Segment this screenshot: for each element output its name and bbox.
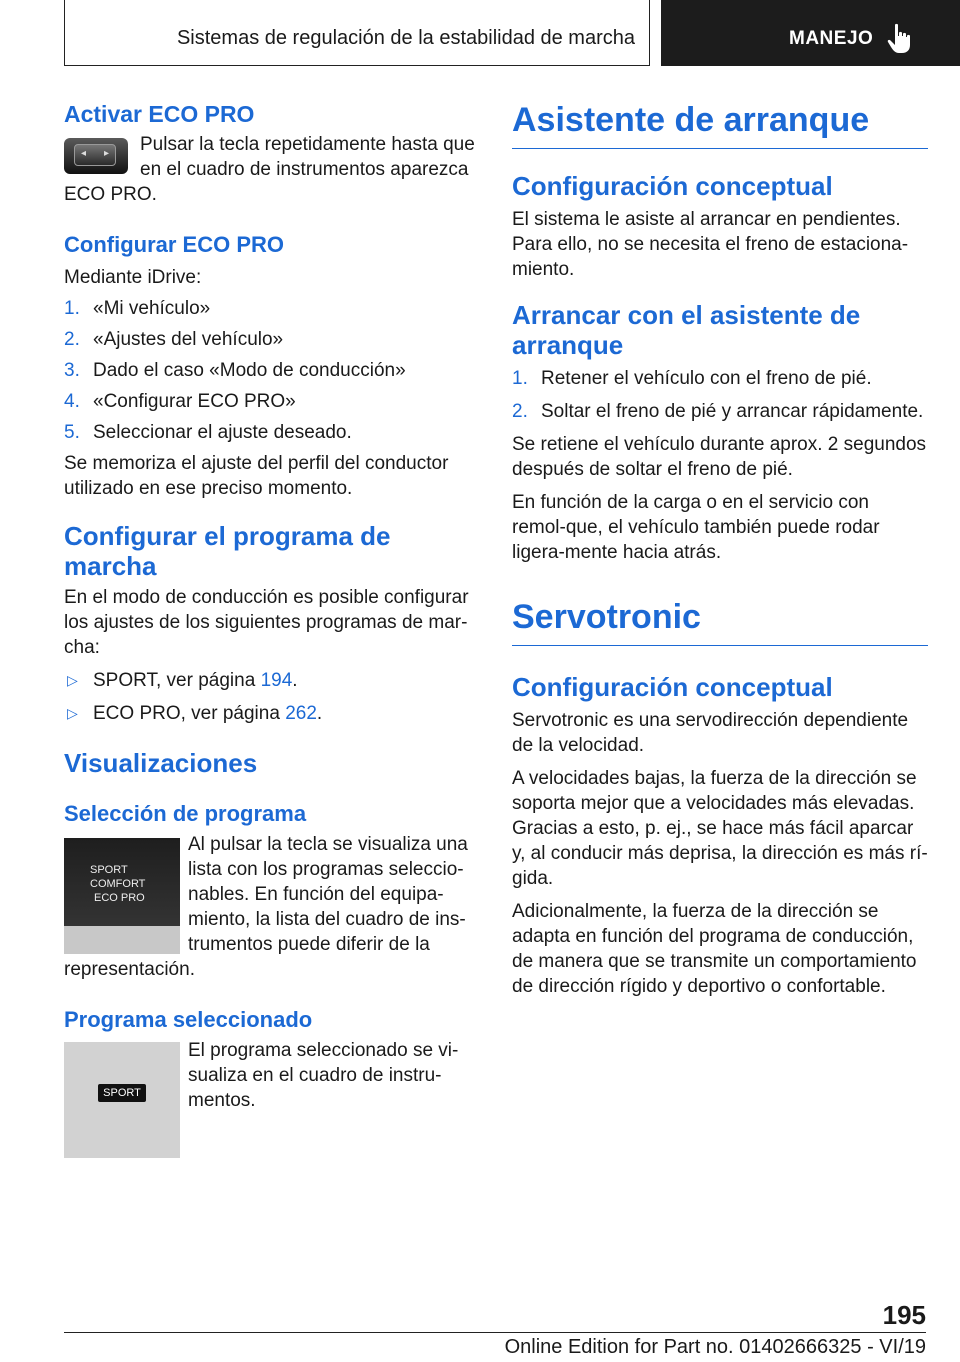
heading-servotronic: Servotronic <box>512 598 701 636</box>
list-item: 5. Seleccionar el ajuste deseado. <box>64 422 352 443</box>
chapter-tab[interactable] <box>661 0 960 66</box>
right-arrow-icon: ▸ <box>103 148 109 159</box>
heading-configuracion-conceptual: Configuración conceptual <box>512 171 833 201</box>
configurar-steps-list <box>64 296 476 445</box>
selected-program-image <box>64 1042 180 1158</box>
list-item: 4. «Configurar ECO PRO» <box>64 391 296 412</box>
sport-badge: SPORT <box>98 1084 146 1102</box>
heading-visualizaciones: Visualizaciones <box>64 748 258 778</box>
heading-arrancar-asistente: Arrancar con el asistente de arranque <box>512 300 861 360</box>
eco-pro-button-image <box>64 138 128 174</box>
header-section-box <box>64 0 650 66</box>
heading-configurar-eco-pro: Configurar ECO PRO <box>64 232 285 257</box>
heading-configuracion-conceptual-servo: Configuración conceptual <box>512 672 833 702</box>
page-link[interactable]: 194 <box>260 670 293 691</box>
servotronic-p2: A velocidades bajas, la fuerza de la dirección se soporta mejor que a velocidades más elevadas. Gracias a esto, p. ej., se hace más fácil aparcar y, al conducir más deprisa, la dirección es más rí-gida. <box>512 768 928 889</box>
heading-configurar-programa: Configurar el programa de marcha <box>64 521 391 581</box>
list-item: 1. Retener el vehículo con el freno de pié. <box>512 368 872 389</box>
list-item: ▷ ECO PRO, ver página 262. <box>64 701 476 726</box>
list-item: 2. «Ajustes del vehículo» <box>64 329 284 350</box>
left-arrow-icon: ◂ <box>81 148 87 159</box>
asistente-concept-text: El sistema le asiste al arrancar en pendientes. Para ello, no se necesita el freno de estaciona-miento. <box>512 209 909 280</box>
left-column <box>64 100 476 1158</box>
footer-rule <box>64 1332 926 1333</box>
page-number: 195 <box>882 1300 926 1330</box>
heading-asistente-arranque: Asistente de arranque <box>512 101 870 139</box>
programa-bullet-list <box>64 668 476 726</box>
heading-activar-eco-pro: Activar ECO PRO <box>64 101 255 127</box>
servotronic-p1: Servotronic es una servodirección dependiente de la velocidad. <box>512 710 909 756</box>
triangle-bullet-icon: ▷ <box>67 705 78 721</box>
right-column <box>512 100 928 999</box>
heading-rule <box>512 645 928 646</box>
hand-pointer-icon <box>887 23 913 55</box>
configurar-note: Se memoriza el ajuste del perfil del conductor utilizado en ese preciso momento. <box>64 453 449 499</box>
asistente-p1: Se retiene el vehículo durante aprox. 2 segundos después de soltar el freno de pié. <box>512 434 927 480</box>
page-link[interactable]: 262 <box>285 703 317 724</box>
heading-programa-seleccionado: Programa seleccionado <box>64 1007 313 1032</box>
list-item: 3. Dado el caso «Modo de conducción» <box>64 360 406 381</box>
section-title: Sistemas de regulación de la estabilidad de marcha <box>176 27 635 49</box>
footer-edition: Online Edition for Part no. 01402666325 - VI/19 <box>504 1336 926 1358</box>
program-list-image: SPORT COMFORT ECO PRO <box>64 838 180 954</box>
arrancar-steps-list <box>512 366 928 424</box>
heading-seleccion-programa: Selección de programa <box>64 801 307 826</box>
servotronic-p3: Adicionalmente, la fuerza de la dirección se adapta en función del programa de conducción, de manera que se transmite un comportamiento de dirección rígido y deportivo o confortable. <box>512 901 917 997</box>
list-item: 1. «Mi vehículo» <box>64 298 211 319</box>
asistente-p2: En función de la carga o en el servicio con remol-que, el vehículo también puede rodar ligera-mente hacia atrás. <box>512 492 880 563</box>
activar-text: Pulsar la tecla repetidamente hasta que en el cuadro de instrumentos aparezca ECO PRO. <box>64 134 475 205</box>
list-item: 2. Soltar el freno de pié y arrancar rápidamente. <box>512 401 924 422</box>
configurar-intro: Mediante iDrive: <box>64 267 202 288</box>
seleccionado-text: El programa seleccionado se vi-sualiza en el cuadro de instru-mentos. <box>188 1040 459 1111</box>
configurar-programa-text: En el modo de conducción es posible configurar los ajustes de los siguientes programas de mar-cha: <box>64 587 469 658</box>
seleccion-text: Al pulsar la tecla se visualiza una lista con los programas seleccio-nables. En función del equipa-miento, la lista del cuadro de ins-trumentos puede diferir de la representación. <box>64 834 468 980</box>
heading-rule <box>512 148 928 149</box>
list-item: ▷ SPORT, ver página 194. <box>64 668 476 693</box>
triangle-bullet-icon: ▷ <box>67 672 78 688</box>
chapter-label: MANEJO <box>789 28 874 49</box>
